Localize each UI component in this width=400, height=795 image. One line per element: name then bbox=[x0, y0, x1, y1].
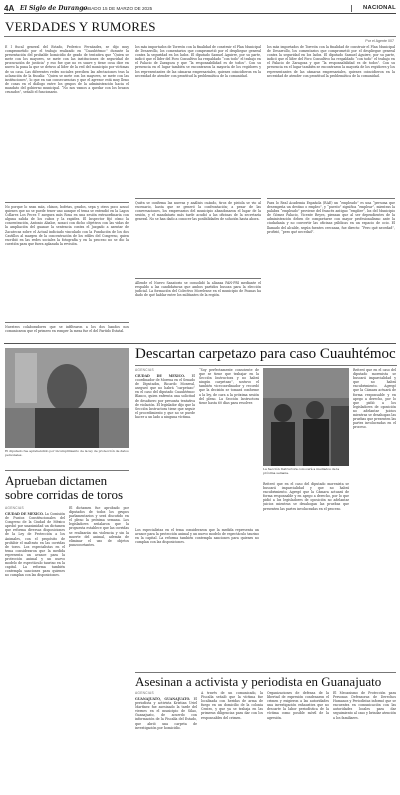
story1-body-2: “Soy perfectamente consciente de que se tiene que trabajar en la Sección Instructora y no habrá ningún carpetazo”, sostuvo el también vicecoordinador y recordó que la decisión se tomará conforme a la ley, de cara a la próxima sesión del pleno. La Sección Instructora tiene hasta 60 días para resolver. bbox=[199, 368, 259, 405]
congress-photo-icon bbox=[263, 368, 349, 466]
story3-body-2: A través de un comunicado, la Fiscalía señaló que la víctima fue localizada con heridas de arma de fuego en un domicilio de la colonia Centro, y que ya se trabaja en las primeras diligencias para dar con los responsables del crimen. bbox=[201, 691, 263, 720]
page-header bbox=[4, 4, 396, 14]
story2-headline: Aprueban dictamen sobre corridas de toros bbox=[5, 473, 124, 502]
story1-body-3: Reiteró que en el caso del diputado morenista se buscará imparcialidad y que no habrá encubrimiento. Agregó que la Cámara actuará de forma responsable y en apego a derecho, por lo que pidió a los legisladores de oposición no adelantar juicios mientras se desahogan las pruebas que presenten las partes involucradas en el proceso. bbox=[353, 368, 396, 430]
story3-agency: AGENCIAS bbox=[135, 691, 154, 695]
story1-body-3b: Reiteró que en el caso del diputado morenista se buscará imparcialidad y que no habrá encubrimiento. Agregó que la Cámara actuará de forma responsable y en apego a derecho, por lo que pidió a los legisladores de oposición no adelantar juicios mientras se desahogan las pruebas que presenten las partes involucradas en el proceso. bbox=[263, 482, 349, 511]
story2-body-1 bbox=[5, 512, 65, 795]
page-number: 4A bbox=[4, 4, 15, 13]
story1-photo-caption: La Sección Instructora conocerá a mediados de la próxima semana. bbox=[263, 467, 340, 475]
section-divider bbox=[351, 5, 352, 12]
column-intro bbox=[5, 45, 129, 200]
separator bbox=[135, 198, 261, 199]
title-rule bbox=[4, 36, 396, 37]
separator bbox=[5, 322, 129, 323]
section-rule bbox=[4, 343, 396, 344]
story2-agency: AGENCIAS bbox=[5, 506, 24, 510]
story2-body-3: Los especialistas en el tema consideraron que la medida representa un avance para la protección animal y un nuevo modelo de espectáculo taurino en la capital. La reforma también contempla sanciones para quienes no cumplan con las disposiciones. bbox=[135, 528, 259, 545]
story3-body-3: Organizaciones de defensa de la libertad de expresión condenaron el crimen y exigieron a las autoridades una investigación exhaustiva que no descarte la labor periodística de la víctima como posible móvil de la agresión. bbox=[267, 691, 329, 720]
story1-text: El coordinador de Morena en el Senado de Diputados, Ricardo Monreal, aseguró que no habrá “carpetazo” en el caso del diputado Cuauhtémoc Blanco, quien enfrenta una solicitud de desafuero por presunta tentativa de violación. El legislador dijo que la Sección Instructora tiene que seguir el procedimiento y que no se puede hacer a un lado a ninguna víctima. bbox=[135, 374, 195, 419]
section-name: NACIONAL bbox=[363, 5, 396, 11]
story2-body-2: El dictamen fue aprobado por diputados de todos los grupos parlamentarios y será discutido en el pleno la próxima semana. Los legisladores señalaron que la propuesta establece que las corridas se realizarán sin violencia y sin la muerte del animal, además de eliminar el uso de objetos punzocortantes. bbox=[69, 506, 129, 547]
story3-headline: Asesinan a activista y periodista en Guanajuato bbox=[135, 674, 382, 689]
story1-photo bbox=[263, 368, 349, 466]
newspaper-logo: El Siglo de Durango bbox=[20, 5, 88, 12]
portrait-photo-icon bbox=[5, 348, 129, 448]
inset-caption: El diputado fue aprehendido por incumplimiento de la ley de protección de datos personales. bbox=[5, 449, 129, 457]
separator bbox=[267, 198, 395, 199]
column-paragraph: No porque lo sean más, chinos, bofetas, grados, sepa y otros poco acusó quienes que no se puede tener uno aunque el tema se extendió en la Lagos Collares Los Peces Y asegura más Rosa en una sesión extraordinaria con alguna salida de los cubos y la rapidez. El Inspector fijó cómo la concentración, Antonio Abaloe, nosaci con dicho objetivos con las vidas de la ampliación del guanae la sentencia contra el Juzgado a asentar de Zacatecas sobre el Actual indiciado vinculado con la Fundación de los dos Castillos al margen de la concentración de los ediles del Congreso, quien escribió en las redes sociales la fotografía y en la proceso no se dio la cuestión para que fuera aplazada la revisión. bbox=[5, 205, 129, 246]
story3-body-4: El Mecanismo de Protección para Personas Defensoras de Derechos Humanos y Periodistas informó que se encuentra en comunicación con las autoridades locales para dar seguimiento al caso y brindar atención a los familiares. bbox=[333, 691, 396, 720]
story2-text-more: Los especialistas en el tema consideraron que la medida representa un avance para la protección animal y un nuevo modelo de espectáculo taurino en la capital. La reforma también contempla sanciones para quienes no cumplan con las disposiciones. bbox=[5, 544, 65, 578]
story3-body-1 bbox=[135, 697, 197, 795]
column-paragraph: los más importados de Torreón con la finalidad de construir el Plan Municipal de Desarrollo, los comentarios que comprometió por el despliegue general contra la seguridad en los lados. El diputado Samuel Aguirre, por su parte, indicó que el líder del Foro Consultivo ha respaldado “con todo” el trabajo en el Palacio de Zaragoza y que “la responsabilidad es de todos”. Con su presencia en el lugar también se encontraron la mayoría de los regidores y los representantes de las cámaras empresariales, quienes coincidieron en la necesidad de atender con prontitud la problemática de la comunidad. bbox=[267, 45, 395, 78]
story2-dateline: CIUDAD DE MÉXICO. bbox=[5, 512, 44, 516]
inset-photo bbox=[5, 348, 129, 448]
story1-dateline: CIUDAD DE MÉXICO. bbox=[135, 374, 185, 378]
separator bbox=[135, 672, 396, 673]
separator bbox=[5, 202, 129, 203]
column-title: VERDADES Y RUMORES bbox=[5, 19, 156, 34]
story2-text: La Comisión de Puntos Constitucionales del Congreso de la Ciudad de México aprobó por unanimidad un dictamen que reforma diversas disposiciones de la Ley de Protección a los Animales, con el propósito de prohibir el maltrato en las corridas de toros. bbox=[5, 512, 65, 549]
story1-agency: AGENCIAS bbox=[135, 368, 154, 372]
column-paragraph: Quién se confirma las nuevas y análisis cuándo, tiros de pistola se vio al escenario, hasta que se generó la confrontación; a pesar de las conversaciones, los empresarios del municipio abandonaron el lugar de la sesión, y el mandatario más tarde acudió a las oficinas de la secretaría general. No se han dado a conocer las posibilidades de solución hasta ahora. bbox=[135, 201, 261, 222]
column-author: Por el Agente 007 bbox=[365, 39, 394, 43]
story1-body-1 bbox=[135, 374, 195, 524]
column-paragraph: los más importados de Torreón con la finalidad de construir el Plan Municipal de Desarrollo, los comentarios que comprometió por el despliegue general contra la seguridad en los lados. El diputado Samuel Aguirre, por su parte, indicó que el líder del Foro Consultivo ha respaldado “con todo” el trabajo en el Palacio de Zaragoza y que “la responsabilidad es de todos”. Con su presencia en el lugar también se encontraron la mayoría de los regidores y los representantes de las cámaras empresariales, quienes coincidieron en la necesidad de atender con prontitud la problemática de la comunidad. bbox=[135, 45, 261, 78]
column-paragraph: Nuestros colaboradores que se infiltraron a los dos bandos nos comunicaron que el primero en romper la mesa fue el del Partido Estatal. bbox=[5, 325, 129, 334]
story1-headline: Descartan carpetazo para caso Cuauhtémoc bbox=[135, 346, 396, 362]
story3-text: El periodista y activista Kristian Uriel Martínez fue asesinado la tarde del viernes en el municipio de Silao, Guanajuato, de acuerdo con información de la Fiscalía del Estado, que abrió una carpeta de investigación por homicidio. bbox=[135, 697, 197, 730]
story3-dateline: GUANAJUATO, GUANAJUATO. bbox=[135, 697, 191, 701]
column-paragraph: Allende el Nuevo Sanatorio se consolidó la alianza PAN-PRI mediante el respaldo a las candidaturas que ambos partidos buscan para la elección judicial. La formación del Colectivo Morelense en el municipio de Poanas ha dado de qué hablar entre los militantes de la región. bbox=[135, 281, 261, 298]
column-intro-text: E l fiscal general del Estado, Federico Fernández, se dijo muy comprometido por el trabajo realizado en “Cuauhtémoc” durante la presentación del probable homicidio de grado de tentativa que “Quien se mete con los mayores, se mete con las instituciones de seguridad de procuración de justicia” y eso fue que no es suave y tiene cosa dice en nuevo la puna la que se detuvo al líder de la red del municipio por víctimas de su casa. Las diferentes redes sociales perciben las afectaciones tras la aclaración de la fiscalía: “Quien se mete con los mayores, se mete con las instituciones”, lo que en sus consecuencias y que el agresor está muy lleno de cosas en el diálogo entre los grupos de la administración hacia el mandato del gobierno municipal. “No nos vamos a quedar con los brazos cruzados”, señaló el funcionario. bbox=[5, 45, 129, 95]
column-paragraph: Para lo Real Academia Española (RAE) un “empleado” es una “persona que desempeña un destino o empleo”, y “puesto” significa “emplear”, mientras la palabra “empleado” proviene del francés antiguo “emplier”, los del Municipio de Gómez Palacio, Vicente Reyes, piensan que al ser dependientes de la administración deben de comportarse con mayor profesionalismo ante la ciudadanía y no convertir las oficinas públicas en un espacio de ocio. El llamado del alcalde, según fuentes cercanas, fue directo: “Pero qué necedad”, profirió, “pero qué necedad”. bbox=[267, 201, 395, 234]
separator bbox=[5, 470, 129, 471]
issue-date: SÁBADO 15 DE MARZO DE 2025 bbox=[82, 6, 153, 11]
separator bbox=[135, 278, 261, 279]
headline-rule bbox=[135, 365, 397, 366]
